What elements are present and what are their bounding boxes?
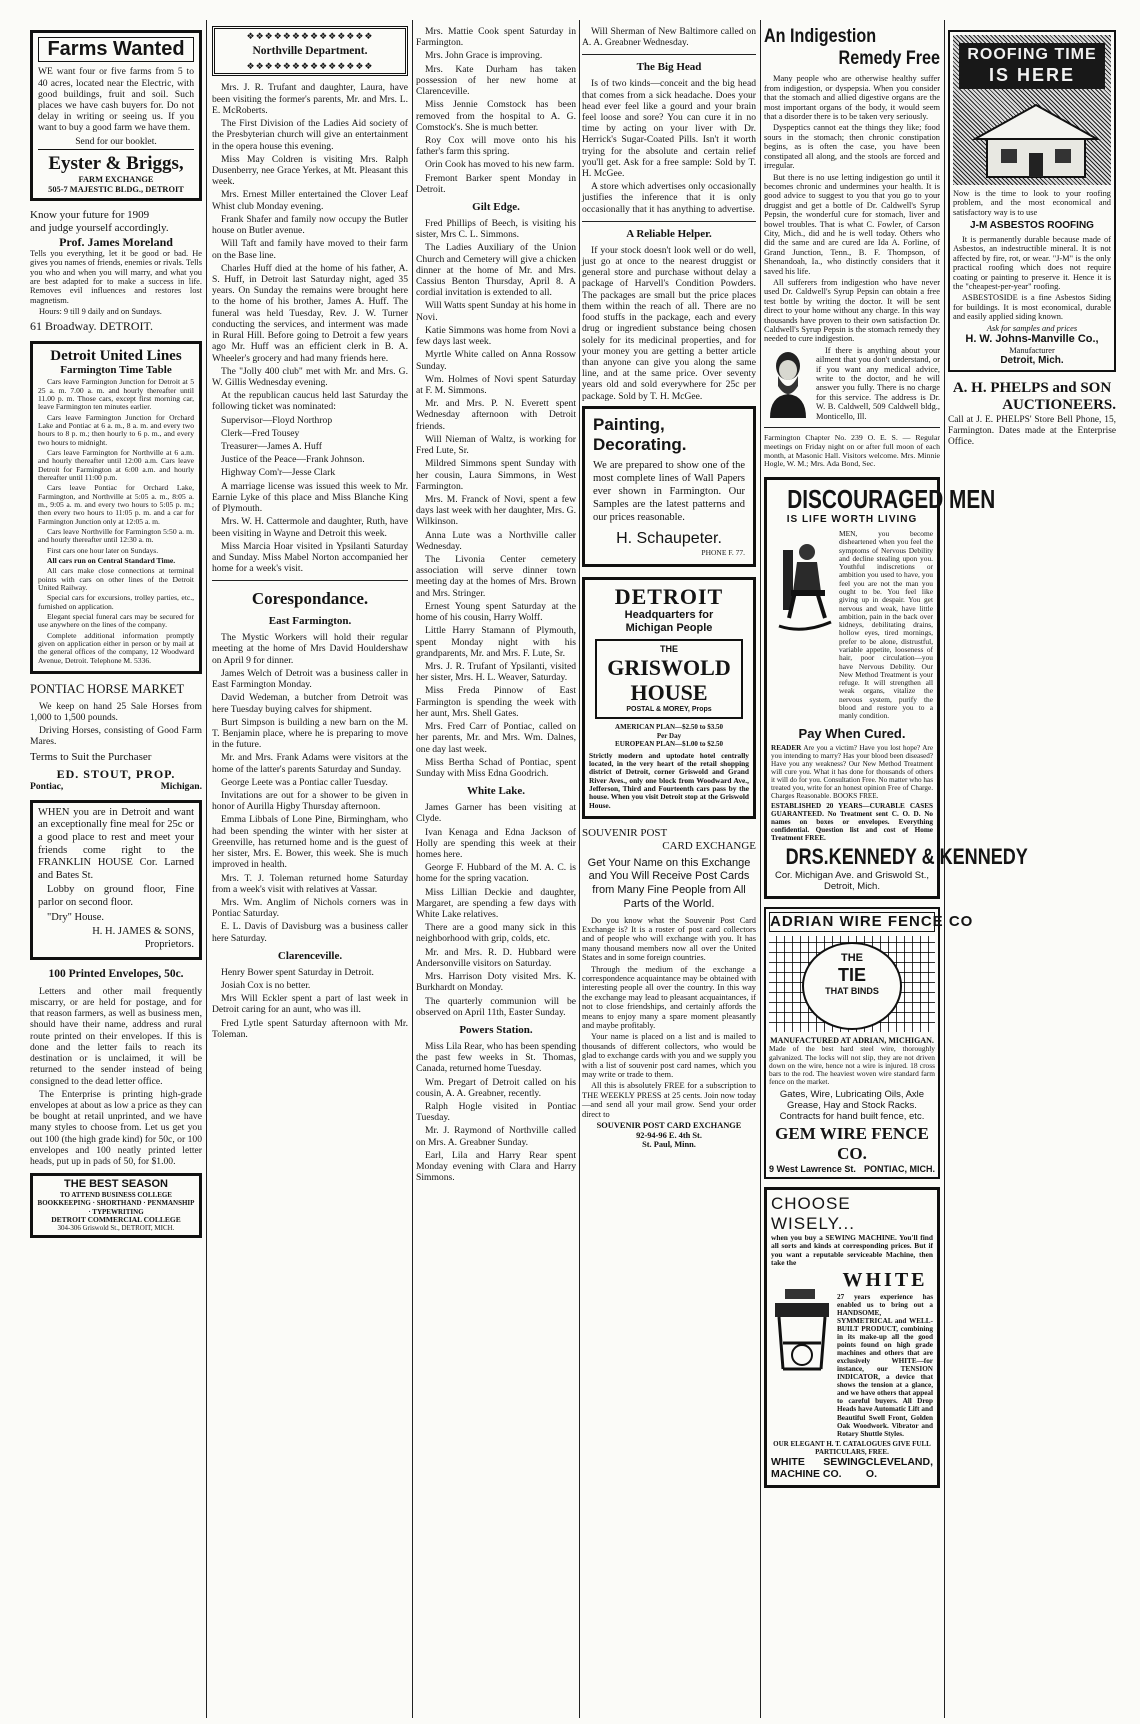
news-item: Orin Cook has moved to his new farm. bbox=[425, 159, 575, 171]
news-item: Emma Libbals of Lone Pine, Birmingham, who had been spending the winter with her sister at Greenville, has returned home and is the guest of her sister, Mrs. E. Bower, this week. She is much improved in health. bbox=[212, 814, 408, 871]
horse-market-ad bbox=[30, 682, 202, 792]
news-item: Fred Lytle spent Saturday afternoon with Mr. Toleman. bbox=[212, 1017, 408, 1040]
fence-mfg: MANUFACTURED AT ADRIAN, MICHIGAN. bbox=[770, 1035, 934, 1045]
envelopes-title: 100 Printed Envelopes, 50c. bbox=[48, 968, 184, 981]
news-item: Mrs. W. H. Cattermole and daughter, Ruth, have been visiting in Wayne and Detroit this week. bbox=[212, 516, 408, 539]
indigestion-p5: If there is anything about your ailment that you don't understand, or if you want any medical advice, write to the doctor, and he will answer you fully. There is no charge for this service. The address is Dr. W. B. Caldwell, 509 Caldwell bldg., Monticello, Ill. bbox=[816, 345, 940, 421]
column-5 bbox=[764, 26, 1028, 1716]
fence-title: ADRIAN WIRE FENCE CO bbox=[770, 913, 974, 931]
college-ad bbox=[30, 1173, 202, 1237]
news-item: Miss Freda Pinnow of East Farmington is spending the week with her aunt, Mrs. Shell Gates. bbox=[416, 685, 576, 719]
white-company-row bbox=[771, 1456, 933, 1481]
franklin-p2: Lobby on ground floor, Fine parlor on second floor. bbox=[38, 884, 194, 908]
news-item: Mrs. Kate Durham has taken possession of her new home at Clarenceville. bbox=[416, 63, 576, 98]
men-title: DISCOURAGED MEN bbox=[787, 483, 996, 514]
dul-p2: Cars leave Farmington Junction for Orchard Lake and Pontiac at 6 a. m., 8 a. m. and every two hours to 8 p. m.; then hourly to 6 p. m., and every two hours to midnight. bbox=[38, 412, 194, 447]
franklin-p1: WHEN you are in Detroit and want an exceptionally fine meal for 25c or a good place to rest and meet your friends come right to the FRANKLIN HOUSE Cor. Larned and Bates St. bbox=[38, 806, 194, 881]
white-lake-items bbox=[416, 802, 576, 1018]
news-item: Mr. and Mrs. R. D. Hubbard were Andersonville visitors on Saturday. bbox=[416, 946, 576, 969]
column-6 bbox=[948, 26, 1116, 1716]
column-2 bbox=[212, 26, 408, 1716]
news-item: George Leete was a Pontiac caller Tuesday. bbox=[221, 776, 388, 788]
white-text bbox=[837, 1269, 933, 1440]
news-item: Little Harry Stamann of Plymouth, spent Monday night with his grandparents, Mr. and Mrs. F. Lute, Sr. bbox=[416, 625, 576, 659]
news-item: Myrtle White called on Anna Rossow Sunday. bbox=[416, 349, 576, 372]
farms-wanted-ad bbox=[30, 30, 202, 201]
horse-market-terms: Terms to Suit the Purchaser bbox=[30, 750, 152, 763]
roofing-title-1: ROOFING TIME bbox=[967, 46, 1097, 63]
farms-wanted-booklet: Send for our booklet. bbox=[75, 135, 157, 147]
clarenceville-title: Clarenceville. bbox=[277, 949, 343, 962]
news-item: Mrs. J. R. Trufant and daughter, Laura, have been visiting the former's parents, Mr. and Mrs. L. E. McRoberts. bbox=[212, 82, 408, 116]
moreland-ad bbox=[30, 209, 202, 333]
news-item: Ivan Kenaga and Edna Jackson of Holly are spending this week at their homes here. bbox=[416, 826, 576, 860]
column-3 bbox=[416, 26, 576, 1716]
chapter-notice: Farmington Chapter No. 239 O. E. S. — Regular meetings on Friday night on or after full moon of each month, at Masonic Hall. Visitors welcome. Mrs. Minnie Hogle, W. M.; Mrs. Ada Bond, Sec. bbox=[764, 433, 940, 469]
news-item: Wm. Holmes of Novi spent Saturday at F. M. Simmons. bbox=[416, 373, 576, 396]
news-item: At the republican caucus held last Saturday the following ticket was nominated: bbox=[212, 390, 408, 413]
news-item: Justice of the Peace—Frank Johnson. bbox=[221, 454, 365, 466]
souvenir-p4: All this is absolutely FREE for a subscription to THE WEEKLY PRESS at 25 cents. Join now today—and send all your mail grow. Send your order direct to bbox=[582, 1081, 756, 1119]
column-1 bbox=[30, 26, 202, 1716]
news-item: The quarterly communion will be observed on April 11th, Easter Sunday. bbox=[416, 995, 576, 1018]
doctor-portrait-icon bbox=[764, 346, 812, 418]
men-established: ESTABLISHED 20 YEARS—CURABLE CASES GUARANTEED. No Treatment sent C. O. D. No names on boxes or envelopes. Everything confidential. Question list and cost of Home Treatment FREE. bbox=[771, 802, 933, 843]
fence-binds: THAT BINDS bbox=[825, 985, 879, 996]
moreland-hours: Hours: 9 till 9 daily and on Sundays. bbox=[39, 307, 162, 317]
griswold-inner-box bbox=[595, 639, 743, 719]
dul-p11: Complete additional information promptly given on application either in person or by mail at the general offices of the company, 12 Woodward Avenue, Detroit. Telephone M. 5336. bbox=[38, 630, 194, 665]
franklin-p4: H. H. JAMES & SONS, Proprietors. bbox=[92, 926, 194, 950]
dul-p3: Cars leave Farmington for Northville at 6 a.m. and hourly thereafter until 12:00 a.m. Cars leave Detroit for Farmington at 6:00 a.m. and hourly thereafter until 11:00 p.m. bbox=[38, 447, 194, 482]
news-item: The Livonia Center cemetery association will serve dinner town meeting day at the homes of Mrs. Brown and Mrs. Stringer. bbox=[416, 554, 576, 599]
white-city: CLEVELAND, O. bbox=[865, 1456, 933, 1481]
phelps-p1: Call at J. E. PHELPS' Store Bell Phone, 15, Farmington. Dates made at the Enterprise Office. bbox=[948, 415, 1116, 448]
indigestion-p1: Many people who are otherwise healthy suffer from indigestion, or dyspepsia. When you consider that the stomach and allied digestive organs are the most important organs of the body, it would seem that a disorder there is to be taken very seriously. bbox=[764, 74, 940, 122]
souvenir-l1: SOUVENIR POST bbox=[582, 826, 668, 839]
roofing-title-2: IS HERE bbox=[988, 64, 1076, 85]
northville-items bbox=[212, 82, 408, 574]
roofing-ask: Ask for samples and prices bbox=[986, 323, 1078, 333]
reliable-helper-p1: If your stock doesn't look well or do well, just go at once to the nearest druggist or general store and purchase without delay a package of Harvell's Condition Powders. The packages are small but the price places them within the reach of all. There are no food stuffs in the package, each and every drug or ingredient substance being chosen solely for its medicinal properties, and for your money you are getting a better article than anyone can give you along the same line, and at the same price. Over seventy years old and sold everywhere for 25c per package. Sold by T. H. McGee. bbox=[582, 244, 756, 402]
news-item: Mrs. Ernest Miller entertained the Clover Leaf Whist club Monday evening. bbox=[212, 189, 408, 212]
column-4 bbox=[582, 26, 756, 1716]
news-item: A marriage license was issued this week to Mr. Earnie Lyke of this place and Miss Blanche King of Plymouth. bbox=[212, 480, 408, 515]
news-item: Katie Simmons was home from Novi a few days last week. bbox=[416, 324, 576, 348]
news-item: Burt Simpson is building a new barn on the M. T. Benjamin place, where he is preparing to move in the future. bbox=[212, 716, 408, 751]
news-item: The Mystic Workers will hold their regular meeting at the home of Mrs David Houldershaw on April 9 for dinner. bbox=[212, 632, 408, 666]
news-item: Mrs. M. Franck of Novi, spent a few days last week with her daughter, Mrs. G. Wilkinson. bbox=[416, 493, 577, 528]
painting-title-1: Painting, bbox=[593, 414, 665, 434]
horse-market-p1: We keep on hand 25 Sale Horses from 1,000 to 1,500 pounds. bbox=[30, 700, 202, 724]
envelopes-ad bbox=[30, 968, 202, 1167]
roofing-ad bbox=[948, 30, 1116, 372]
souvenir-p3: Your name is placed on a list and is mailed to thousands of different collectors, who would be glad to exchange cards with you and we supply you with a list of souvenir post card names, which you may write or trade to them. bbox=[582, 1032, 756, 1080]
news-item: Ernest Young spent Saturday at the home of his cousin, Harry Wolff. bbox=[416, 600, 576, 624]
horse-market-p2: Driving Horses, consisting of Good Farm Mares. bbox=[30, 725, 202, 748]
griswold-body: Strictly modern and uptodate hotel centrally located, in the very heart of the retail shopping district of Detroit, corner Griswold and Grand River Aves., only one block from Woodward Ave., Jefferson, Third and Fourteenth cars pass by the house. When you visit Detroit stop at the Griswold House. bbox=[589, 750, 749, 810]
news-item: Will Taft and family have moved to their farm on the Base line. bbox=[212, 238, 408, 261]
powers-station-items bbox=[416, 1041, 576, 1184]
moreland-l2: and judge yourself accordingly. bbox=[30, 221, 169, 234]
farms-wanted-title: Farms Wanted bbox=[38, 37, 194, 62]
indigestion-p4: All sufferers from indigestion who have never used Dr. Caldwell's Syrup Pepsin can obtain a free test bottle by writing the doctor. It will be sent direct to your home without any charge. In this way thousands have proven to their own satisfaction Dr. Caldwell's Syrup Pepsin is the stomach remedy they needed to cure indigestion. bbox=[764, 277, 940, 344]
phelps-ad bbox=[948, 380, 1116, 448]
reliable-helper-title: A Reliable Helper. bbox=[626, 227, 712, 240]
painting-title-2: Decorating. bbox=[593, 434, 687, 454]
news-item: E. L. Davis of Davisburg was a business caller here Saturday. bbox=[212, 921, 408, 944]
white-sewing-ad bbox=[764, 1187, 940, 1487]
news-item: David Wedeman, a butcher from Detroit was here Tuesday buying calves for shipment. bbox=[212, 692, 408, 715]
column-rule bbox=[579, 20, 580, 1718]
news-item: Anna Lute was a Northville caller Wednesday. bbox=[416, 529, 576, 552]
white-title: CHOOSE WISELY... bbox=[771, 1194, 855, 1234]
moreland-l1: Know your future for 1909 bbox=[30, 208, 150, 221]
news-item: Treasurer—James A. Huff bbox=[221, 441, 322, 453]
house-roof-icon bbox=[971, 99, 1101, 179]
news-item: Roy Cox will move onto his his father's farm this spring. bbox=[416, 134, 576, 158]
men-body-row bbox=[771, 530, 933, 722]
envelopes-p2: The Enterprise is printing high-grade envelopes at about as low a price as they can be bought at retail unprinted, and we have many styles to choose from. Let us get you out 100 (the high grade kind) for 50c, or 100 envelopes and 100 neatly printed letter heads, put up in pads of 50, for $1.00. bbox=[30, 1088, 202, 1168]
news-item: Will Nieman of Waltz, is working for Fred Lute, Sr. bbox=[416, 433, 576, 457]
news-item: Miss Lillian Deckie and daughter, Margaret, are spending a few days with White Lake relatives. bbox=[416, 886, 576, 921]
griswold-am: AMERICAN PLAN—$2.50 to $3.50 bbox=[615, 723, 723, 732]
white-body-row bbox=[771, 1269, 933, 1440]
news-item: Miss Marcia Hoar visited in Ypsilanti Saturday and Sunday. Miss Mabel Norton accompanied her home for a week's visit. bbox=[212, 540, 408, 575]
sewing-machine-icon bbox=[771, 1269, 833, 1379]
fence-tie: TIE bbox=[837, 964, 866, 985]
moreland-body: Tells you everything, let it be good or bad. He gives you names of friends, enemies or rivals. Tells you who and when you will marry, and what you are best adapted for to make a success in life. Removes evil influences and restores lost magnetism. bbox=[30, 248, 202, 305]
news-item: Mrs. John Grace is improving. bbox=[425, 50, 543, 62]
news-item: Miss May Coldren is visiting Mrs. Ralph Dusenberry, nee Grace Yerkes, at Mt. Pleasant this week. bbox=[212, 153, 408, 188]
fence-city: PONTIAC, MICH. bbox=[864, 1163, 935, 1174]
separator bbox=[764, 427, 940, 428]
separator bbox=[582, 54, 756, 55]
news-item: Mrs. Wm. Anglim of Nichols corners was in Pontiac Saturday. bbox=[212, 897, 408, 920]
news-item: Clerk—Fred Tousey bbox=[221, 427, 300, 439]
phelps-sub: AUCTIONEERS. bbox=[1002, 397, 1116, 414]
souvenir-l2: CARD EXCHANGE bbox=[662, 839, 756, 852]
powers-station-title: Powers Station. bbox=[459, 1024, 533, 1036]
roofing-name: H. W. Johns-Manville Co., bbox=[965, 332, 1099, 345]
news-item: Highway Com'r—Jesse Clark bbox=[221, 467, 336, 479]
clarenceville-items bbox=[212, 967, 408, 1040]
news-item: Henry Bower spent Saturday in Detroit. bbox=[221, 966, 374, 978]
painting-body: We are prepared to show one of the most complete lines of Wall Papers ever shown in Farmington. Our Samples are the latest patterns and our prices reasonable. bbox=[593, 459, 745, 524]
horse-market-title: PONTIAC HORSE MARKET bbox=[30, 682, 185, 697]
news-item: Miss Lila Rear, who has been spending the past few weeks in St. Thomas, Canada, returned home Tuesday. bbox=[416, 1040, 576, 1075]
clarenceville-continued bbox=[416, 26, 576, 195]
farms-wanted-addr: 505-7 MAJESTIC BLDG., DETROIT bbox=[48, 184, 184, 194]
fence-location bbox=[769, 1164, 935, 1175]
news-item: Mr. and Mrs. Frank Adams were visitors at the home of the latter's parents Saturday and Sunday. bbox=[212, 752, 408, 775]
moreland-name: Prof. James Moreland bbox=[59, 234, 173, 249]
farms-wanted-body: WE want four or five farms from 5 to 40 acres, located near the Electric, with good buildings, fruit and soil. Such places we have cash buyers for. Do not delay in writing or seeing us. If you want to buy a good farm we have them. bbox=[38, 66, 194, 134]
column-rule bbox=[412, 20, 413, 1718]
painting-ad bbox=[582, 406, 756, 567]
dul-p10: Elegant special funeral cars may be secured for use anywhere on the lines of the company. bbox=[38, 612, 194, 630]
discouraged-men-ad bbox=[764, 477, 1028, 899]
news-item: The Ladies Auxiliary of the Union Church and Cemetery will give a chicken dinner at the home of Mr. and Mrs. Cassius Benton Thursday, April 8. A cordial invitation is extended to all. bbox=[416, 242, 576, 299]
souvenir-head: Get Your Name on this Exchange and You Will Receive Post Cards from Many Fine People from All Parts of the World. bbox=[587, 856, 751, 910]
horse-market-state: Michigan. bbox=[160, 780, 202, 792]
souvenir-addr: 92-94-96 E. 4th St. bbox=[636, 1130, 702, 1140]
college-p1: TO ATTEND BUSINESS COLLEGE bbox=[60, 1191, 172, 1200]
news-item: The First Division of the Ladies Aid society of the Presbyterian church will give an entertainment in the opera house this evening. bbox=[212, 118, 408, 152]
dul-sub: Farmington Time Table bbox=[60, 364, 172, 377]
fence-addr: 9 West Lawrence St. bbox=[769, 1163, 856, 1174]
news-item: Supervisor—Floyd Northrop bbox=[221, 414, 333, 426]
fence-p2: Gates, Wire, Lubricating Oils, Axle Grease, Hay and Stock Racks. Contracts for hand built fence, etc. bbox=[779, 1088, 925, 1122]
gilt-edge-items bbox=[416, 218, 576, 779]
roofing-p2: It is permanently durable because made of Asbestos, an indestructible mineral. It is not affected by fire, rot, or wear. "J-M" is the only practical roofing which does not require coating or painting to preserve it. Hence it is the "cheapest-per-year" roofing. bbox=[953, 234, 1111, 291]
griswold-name1: GRISWOLD bbox=[607, 654, 731, 680]
news-item: Charles Huff died at the home of his father, A. S. Huff, in Detroit last Saturday night, aged 35 years. On Sunday the remains were brought here to the home of his brother, James A. Huff. The funeral was held Tuesday, Rev. J. W. Turner conducting the services, and interment was made in Rural Hill. Before going to Detroit a few years ago Mr. Huff was an efficient clerk in B. A. Wheeler's grocery and had many friends here. bbox=[212, 262, 408, 364]
news-item: The "Jolly 400 club" met with Mr. and Mrs. G. W. Gillis Wednesday evening. bbox=[212, 365, 408, 388]
painting-phone: PHONE F. 77. bbox=[701, 547, 745, 557]
franklin-p3: "Dry" House. bbox=[47, 911, 104, 923]
painting-name: H. Schaupeter. bbox=[616, 530, 722, 548]
franklin-house-ad bbox=[30, 800, 202, 961]
men-cured: Pay When Cured. bbox=[798, 725, 906, 741]
northville-header bbox=[212, 26, 408, 76]
news-item: Mrs. Mattie Cook spent Saturday in Farmington. bbox=[416, 26, 576, 49]
griswold-city: DETROIT bbox=[614, 583, 724, 609]
gilt-edge-title: Gilt Edge. bbox=[472, 201, 520, 214]
decorative-border: ❖❖❖❖❖❖❖❖❖❖❖❖❖❖ bbox=[246, 60, 374, 71]
northville-title: Northville Department. bbox=[252, 44, 368, 57]
big-head-p2: A store which advertises only occasionally justifies the inference that it is only occasionally that it has anything to advertise. bbox=[582, 181, 756, 215]
indigestion-p2: Dyspeptics cannot eat the things they like; food sours in the stomach; then chronic constipation begins, as is often the case, you have been constipated all along, and the stools are forced and irregular. bbox=[764, 123, 940, 171]
news-item: Miss Jennie Comstock has been removed from the hospital to A. G. Comstock's. She is much better. bbox=[416, 99, 576, 133]
indigestion-title-1: An Indigestion bbox=[764, 26, 877, 47]
dul-ad bbox=[30, 341, 202, 675]
white-body: 27 years experience has enabled us to bring out a HANDSOME, SYMMETRICAL and WELL-BUILT PRODUCT, combining in its make-up all the good points found on high grade machines and others that are exclusively WHITE—for instance, our TENSION INDICATOR, a device that shows the tension at a glance, and we have others that appeal to careful buyers. All Drop Heads have Automatic Lift and Beautiful Swell Front, Golden Oak Woodwork. Vibrator and Rotary Shuttle Styles. bbox=[837, 1292, 933, 1438]
dul-p9: Special cars for excursions, trolley parties, etc., furnished on application. bbox=[38, 593, 194, 611]
griswold-per: Per Day bbox=[656, 731, 682, 740]
griswold-sub2: Michigan People bbox=[625, 622, 713, 635]
dul-title: Detroit United Lines bbox=[50, 347, 182, 364]
news-item: Mrs. Harrison Doty visited Mrs. K. Burkhardt on Monday. bbox=[416, 971, 576, 994]
correspondence-title: Corespondance. bbox=[251, 589, 369, 609]
indigestion-p3: But there is no use letting indigestion go until it becomes chronic and undermines your health. It is good advice to suggest to you that you go to your druggist and get a bottle of Dr. Caldwell's Syrup Pepsin, the wonderful cure for stomach, liver and bowel troubles. That is what C. Fowler, of Carson City, Mich., did and he is well today. Others who did the same and are cured are Ida A. Forline, of Grand Junction, Tenn., B. F. Thompson, of Shenandoah, Ia., who distinctly considers that it saved his life. bbox=[764, 172, 940, 276]
fence-p1: Made of the best hard steel wire, thoroughly galvanized. The locks will not slip, they are not driven down on the wire, hence not a wire is injured. 18 cross bars to the rod. The heaviest woven wire standard farm fence on the market. bbox=[769, 1044, 935, 1087]
indigestion-bottom bbox=[764, 346, 940, 421]
souvenir-name: SOUVENIR POST CARD EXCHANGE bbox=[596, 1121, 742, 1131]
souvenir-ad bbox=[582, 827, 756, 1149]
men-address: Cor. Michigan Ave. and Griswold St., Detroit, Mich. bbox=[774, 870, 929, 893]
big-head-title: The Big Head bbox=[636, 61, 702, 74]
east-farmington-items bbox=[212, 632, 408, 944]
news-item: Wm. Pregart of Detroit called on his cousin, A. A. Greabner, recently. bbox=[416, 1076, 576, 1099]
white-sub: when you buy a SEWING MACHINE. You'll find all sorts and kinds at corresponding prices. But if you want a reputable serviceable Machine, then take the bbox=[771, 1233, 933, 1267]
white-lake-title: White Lake. bbox=[466, 785, 526, 798]
roofing-illustration bbox=[953, 35, 1111, 185]
news-item: Miss Bertha Schad of Pontiac, spent Sunday with Miss Edna Goodrich. bbox=[416, 756, 576, 779]
separator bbox=[582, 221, 756, 222]
farms-wanted-firm: Eyster & Briggs, bbox=[38, 149, 194, 175]
roofing-head: J-M ASBESTOS ROOFING bbox=[970, 220, 1094, 232]
college-addr: 304-306 Griswold St., DETROIT, MICH. bbox=[57, 1224, 175, 1233]
white-name: WHITE bbox=[842, 1269, 928, 1292]
fence-the: THE bbox=[841, 951, 863, 964]
news-item: Mrs. T. J. Toleman returned home Saturday from a week's visit with relatives at Vassar. bbox=[212, 872, 408, 895]
news-item: Mrs Will Eckler spent a part of last week in Detroit caring for an aunt, who was ill. bbox=[212, 993, 408, 1016]
men-subtitle: IS LIFE WORTH LIVING bbox=[786, 514, 918, 526]
white-catalogue: OUR ELEGANT H. T. CATALOGUES GIVE FULL PARTICULARS, FREE. bbox=[773, 1439, 931, 1456]
fence-name: GEM WIRE FENCE CO. bbox=[775, 1124, 929, 1163]
big-head-p1: Is of two kinds—conceit and the big head that comes from a sick headache. Does your head ever feel like a gourd and your brain feel loose and sore? You can cure it in no time by acting on your liver with Dr. Herrick's Sugar-Coated Pills. Isn't it worth trying for the absolute and certain relief you'll get. Ask for a free sample: Sold by T. H. McGee. bbox=[582, 78, 756, 180]
dul-p8: All cars make close connections at terminal points with cars on other lines of the Detroit United Railway. bbox=[38, 566, 194, 593]
news-item: Mrs. J. R. Trufant of Ypsilanti, visited her sister, Mrs. H. L. Weaver, Saturday. bbox=[416, 661, 576, 684]
indigestion-ad bbox=[764, 26, 940, 421]
souvenir-p2: Through the medium of the exchange a correspondence acquaintance may be obtained with interesting people all over the country. In this way the exchange may lead to pleasant acquaintances, if not to close friendships, and certainly affords the means to enjoy many a spare moment pleasantly and maybe profitably. bbox=[582, 964, 756, 1031]
sherman-item: Will Sherman of New Baltimore called on A. A. Greabner Wednesday. bbox=[582, 26, 756, 49]
men-p2: Are you a victim? Have you lost hope? Are you intending to marry? Has your blood been diseased? Have you any weakness? Our New Method Treatment will cure you. What it has done for thousands of others it will do for you. Consultation Free. No matter who has treated you, write for an honest opinion Free of Charge. Charges Reasonable. BOOKS FREE. bbox=[771, 743, 934, 801]
news-item: There are a good many sick in this neighborhood with grip, colds, etc. bbox=[416, 922, 576, 945]
news-item: Fremont Barker spent Monday in Detroit. bbox=[416, 172, 576, 195]
dul-p6: First cars one hour later on Sundays. bbox=[47, 545, 159, 555]
souvenir-city: St. Paul, Minn. bbox=[642, 1139, 696, 1149]
fence-illustration bbox=[769, 936, 935, 1032]
news-item: Mrs. Fred Carr of Pontiac, called on her parents, Mr. and Mrs. Wm. Dalnes, one day last week. bbox=[416, 721, 576, 755]
envelopes-p1: Letters and other mail frequently miscarry, or are held for postage, and for that reason farmers, as well as business men, should have their name, address and rural route printed on their envelopes. If this is done and the letter fails to reach its destination or is unclaimed, it will be returned to the sender instead of being consigned to the dead letter office. bbox=[30, 985, 202, 1087]
horse-market-city: Pontiac, bbox=[30, 780, 64, 792]
roofing-p1: Now is the time to look to your roofing problem, and the most economical and satisfactory way is to use bbox=[953, 189, 1111, 217]
men-reader: READER bbox=[771, 743, 802, 752]
news-item: Invitations are out for a shower to be given in honor of Aurilla Higby Thursday afternoon. bbox=[212, 790, 408, 813]
souvenir-p1: Do you know what the Souvenir Post Card Exchange is? It is a roster of post card collectors and of people who will exchange with you. It has many thousand members now all over the United States and in some foreign countries. bbox=[582, 915, 756, 963]
men-doctors: DRS.KENNEDY & KENNEDY bbox=[785, 844, 1028, 870]
east-farmington-title: East Farmington. bbox=[268, 615, 352, 628]
roofing-banner bbox=[959, 43, 1105, 89]
horse-market-location bbox=[30, 781, 202, 792]
news-item: Mildred Simmons spent Sunday with her cousin, Laura Simmons, in West Farmington. bbox=[416, 458, 576, 492]
rocking-chair-man-icon bbox=[771, 530, 835, 630]
white-company: WHITE SEWING MACHINE CO. bbox=[771, 1456, 866, 1481]
news-item: Will Watts spent Sunday at his home in Novi. bbox=[416, 300, 576, 323]
roofing-mfr: Manufacturer bbox=[1009, 345, 1055, 355]
men-reader-block bbox=[771, 744, 933, 800]
dul-p4: Cars leave Pontiac for Orchard Lake, Farmington, and Northville at 5:05 a. m., 8:05 a. m., 9:05 a. m. and every two hours to 5:05 p. m.; then every two hours to 11:05 p. m. and a car for Farmington Junction only at 12:05 a. m. bbox=[38, 483, 194, 526]
griswold-props: POSTAL & MOREY, Props bbox=[626, 706, 712, 714]
news-item: Earl, Lila and Harry Rear spent Monday evening with Clara and Harry Simmons. bbox=[416, 1149, 576, 1184]
griswold-sub1: Headquarters for bbox=[624, 609, 714, 622]
roofing-p3: ASBESTOSIDE is a fine Asbestos Siding for buildings. It is most economical, durable and easily applied siding known. bbox=[953, 293, 1111, 322]
column-rule bbox=[206, 20, 207, 1718]
dul-p7: All cars run on Central Standard Time. bbox=[47, 556, 176, 566]
separator bbox=[212, 580, 408, 581]
men-p1: MEN, you become disheartened when you feel the symptoms of Nervous Debility and decline stealing upon you. Youthful indiscretions or ambition you used to have, you feel you are not the man you ought to be. You feel like giving up in despair. You get nervous and weak, have little ambition, pain in the back over kidneys, debilitating drains, hollow eyes, tired mornings, prefer to be alone, distrustful, variable appetite, looseness of hair, poor circulation—you have Nervous Debility. Our New Method Treatment is your refuge. It will strengthen all weak organs, vitalize the nervous system, purify the blood and restore you to a manly condition. bbox=[839, 529, 933, 721]
news-item: Mr. J. Raymond of Northville called on Mrs. A. Greabner Sunday. bbox=[416, 1125, 576, 1148]
griswold-eu: EUROPEAN PLAN—$1.00 to $2.50 bbox=[615, 739, 723, 748]
news-item: Josiah Cox is no better. bbox=[221, 979, 311, 991]
griswold-house-ad bbox=[582, 577, 756, 819]
adrian-fence-ad bbox=[764, 907, 974, 1179]
fence-emblem bbox=[802, 942, 902, 1030]
news-item: George F. Hubbard of the M. A. C. is home for the spring vacation. bbox=[416, 862, 576, 885]
column-rule bbox=[760, 20, 761, 1718]
college-p2: BOOKKEEPING · SHORTHAND · PENMANSHIP · TYPEWRITING bbox=[37, 1199, 195, 1216]
news-item: James Welch of Detroit was a business caller in East Farmington Monday. bbox=[212, 667, 408, 691]
roofing-city: Detroit, Mich. bbox=[1000, 355, 1064, 367]
decorative-border: ❖❖❖❖❖❖❖❖❖❖❖❖❖❖ bbox=[246, 31, 374, 41]
news-item: James Garner has been visiting at Clyde. bbox=[416, 802, 576, 825]
dul-p1: Cars leave Farmington Junction for Detroit at 5 25 a. m. 7.00 a. m. and hourly thereafter until 11.00 p. m. Those cars, except first morning car, leave Farmington ten minutes earlier. bbox=[38, 377, 194, 412]
dul-p5: Cars leave Northville for Farmington 5:50 a. m. and hourly thereafter until 12:30 a. m. bbox=[38, 527, 194, 545]
indigestion-title-2: Remedy Free bbox=[838, 48, 940, 70]
griswold-the: THE bbox=[660, 644, 678, 655]
news-item: Mr. and Mrs. P. N. Everett spent Wednesday afternoon with Detroit friends. bbox=[416, 398, 576, 432]
griswold-name2: HOUSE bbox=[630, 680, 708, 706]
moreland-addr: 61 Broadway. DETROIT. bbox=[30, 318, 153, 333]
news-item: Frank Shafer and family now occupy the Butler house on Butler avenue. bbox=[212, 213, 408, 237]
horse-market-prop: ED. STOUT, PROP. bbox=[56, 766, 176, 781]
farms-wanted-sub: FARM EXCHANGE bbox=[78, 175, 154, 185]
college-title: THE BEST SEASON bbox=[64, 1178, 168, 1191]
college-name: DETROIT COMMERCIAL COLLEGE bbox=[51, 1214, 181, 1224]
news-item: Ralph Hogle visited in Pontiac Tuesday. bbox=[416, 1100, 576, 1124]
news-item: Fred Phillips of Beech, is visiting his sister, Mrs C. L. Simmons. bbox=[416, 217, 576, 241]
phelps-title: A. H. PHELPS and SON bbox=[952, 379, 1112, 396]
